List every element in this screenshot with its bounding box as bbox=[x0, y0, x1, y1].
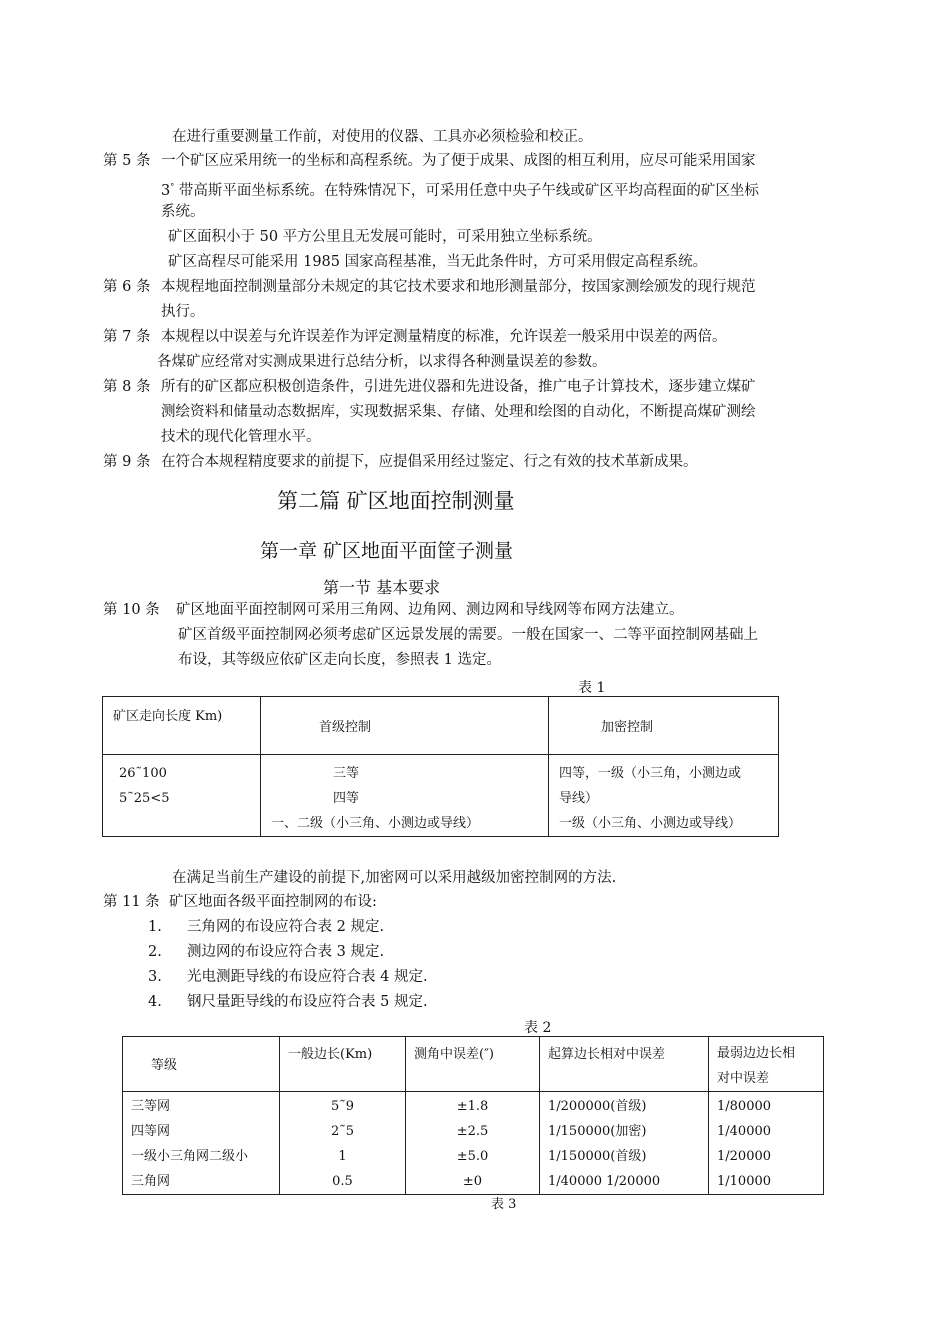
article-9-line1: 在符合本规程精度要求的前提下，应提倡采用经过鉴定、行之有效的技术革新成果。 bbox=[161, 454, 698, 470]
article-8 bbox=[103, 377, 756, 397]
article-11-item-3: 3. 光电测距导线的布设应符合表 4 规定. bbox=[148, 969, 428, 985]
article-7-para2: 各煤矿应经常对实测成果进行总结分析，以求得各种测量误差的参数。 bbox=[157, 354, 607, 370]
article-5-line3: 系统。 bbox=[161, 204, 205, 220]
article-9-label: 第 9 条 bbox=[103, 454, 151, 470]
table2-side-3: 1 bbox=[338, 1149, 347, 1164]
table2-body-row bbox=[123, 1092, 824, 1195]
article-6-line1: 本规程地面控制测量部分未规定的其它技术要求和地形测量部分，按国家测绘颁发的现行规范 bbox=[161, 279, 756, 295]
article-7 bbox=[103, 327, 727, 347]
table1-header-densify: 加密控制 bbox=[601, 720, 654, 735]
table1-densify-3: 一级（小三角、小测边或导线） bbox=[559, 816, 742, 831]
table2-header-grade: 等级 bbox=[151, 1058, 178, 1073]
article-8-line3: 技术的现代化管理水平。 bbox=[161, 429, 321, 445]
table1-densify-2: 导线） bbox=[559, 791, 599, 806]
article-6-label: 第 6 条 bbox=[103, 279, 151, 295]
article-11-item-2: 2. 测边网的布设应符合表 3 规定. bbox=[148, 944, 385, 960]
table1-densify-1: 四等，一级（小三角，小测边或 bbox=[559, 766, 742, 781]
article-5-label: 第 5 条 bbox=[103, 153, 151, 169]
article-5-para2: 矿区面积小于 50 平方公里且无发展可能时，可采用独立坐标系统。 bbox=[168, 229, 602, 245]
table2-header-weakest-1: 最弱边边长相 bbox=[717, 1046, 796, 1061]
table-1 bbox=[102, 696, 779, 837]
table2-grade-4: 三角网 bbox=[131, 1174, 171, 1189]
table2-weakest-2: 1/40000 bbox=[717, 1124, 772, 1139]
article-10-line2: 矿区首级平面控制网必须考虑矿区远景发展的需要。一般在国家一、二等平面控制网基础上 bbox=[178, 627, 758, 643]
article-8-line2: 测绘资料和储量动态数据库，实现数据采集、存储、处理和绘图的自动化，不断提高煤矿测绘 bbox=[161, 404, 756, 420]
table1-body-row bbox=[103, 755, 779, 837]
table2-angle-2: ±2.5 bbox=[456, 1124, 489, 1139]
table1-header-row bbox=[103, 697, 779, 755]
chapter-title: 第一章 矿区地面平面筐子测量 bbox=[260, 540, 514, 562]
table1-header-primary: 首级控制 bbox=[319, 720, 372, 735]
table2-side-1: 5˜9 bbox=[330, 1099, 355, 1114]
table1-length-2: 5˜25<5 bbox=[119, 791, 170, 806]
table2-header-weakest-2: 对中误差 bbox=[717, 1071, 770, 1086]
article-11-line1: 矿区地面各级平面控制网的布设: bbox=[169, 894, 377, 910]
table1-caption: 表 1 bbox=[578, 680, 606, 696]
table2-header-angle-error: 测角中误差(″) bbox=[414, 1047, 494, 1062]
article-11-label: 第 11 条 bbox=[103, 894, 160, 910]
table1-primary-3: 一、二级（小三角、小测边或导线） bbox=[271, 816, 480, 831]
article-8-line1: 所有的矿区都应积极创造条件，引进先进仪器和先进设备，推广电子计算技术，逐步建立煤矿 bbox=[161, 379, 756, 395]
table2-grade-2: 四等网 bbox=[131, 1124, 171, 1139]
table2-start-4: 1/40000 1/20000 bbox=[548, 1174, 661, 1189]
table2-weakest-3: 1/20000 bbox=[717, 1149, 772, 1164]
table2-angle-4: ±0 bbox=[462, 1174, 483, 1189]
article-6-line2: 执行。 bbox=[161, 304, 205, 320]
article-5-line2: 3° 带高斯平面坐标系统。在特殊情况下，可采用任意中央子午线或矿区平均高程面的矿区坐标 bbox=[161, 182, 759, 199]
table2-header-side: 一般边长(Km) bbox=[288, 1047, 373, 1062]
table1-primary-1: 三等 bbox=[333, 766, 360, 781]
article-9 bbox=[103, 452, 698, 472]
article-10-label: 第 10 条 bbox=[103, 602, 160, 618]
table1-primary-2: 四等 bbox=[333, 791, 360, 806]
article-6 bbox=[103, 277, 756, 297]
article-5-para3: 矿区高程尽可能采用 1985 国家高程基准，当无此条件时，方可采用假定高程系统。 bbox=[168, 254, 708, 270]
table2-grade-1: 三等网 bbox=[131, 1099, 171, 1114]
table-2 bbox=[122, 1036, 824, 1195]
table1-length-1: 26˜100 bbox=[119, 766, 167, 781]
article-10 bbox=[103, 600, 684, 620]
article-7-label: 第 7 条 bbox=[103, 329, 151, 345]
table2-header-start-side-error: 起算边长相对中误差 bbox=[548, 1047, 666, 1062]
table2-side-4: 0.5 bbox=[332, 1174, 353, 1189]
table3-caption: 表 3 bbox=[491, 1197, 517, 1212]
part-title: 第二篇 矿区地面控制测量 bbox=[277, 489, 515, 513]
article-11-item-1: 1. 三角网的布设应符合表 2 规定. bbox=[148, 919, 385, 935]
article-10-line1: 矿区地面平面控制网可采用三角网、边角网、测边网和导线网等布网方法建立。 bbox=[176, 602, 684, 618]
table2-angle-3: ±5.0 bbox=[456, 1149, 489, 1164]
table2-header-row bbox=[123, 1037, 824, 1092]
table2-angle-1: ±1.8 bbox=[456, 1099, 489, 1114]
article-8-label: 第 8 条 bbox=[103, 379, 151, 395]
table2-grade-3: 一级小三角网二级小 bbox=[131, 1149, 249, 1164]
table1-header-length: 矿区走向长度 Km) bbox=[113, 709, 223, 724]
article-11 bbox=[103, 892, 377, 912]
table2-start-3: 1/150000(首级) bbox=[548, 1149, 647, 1164]
table2-side-2: 2˜5 bbox=[330, 1124, 355, 1139]
article-10-line3: 布设，其等级应依矿区走向长度，参照表 1 选定。 bbox=[178, 652, 501, 668]
table2-start-1: 1/200000(首级) bbox=[548, 1099, 647, 1114]
section-title: 第一节 基本要求 bbox=[323, 578, 441, 597]
table2-weakest-4: 1/10000 bbox=[717, 1174, 772, 1189]
article-5 bbox=[103, 151, 756, 171]
table2-caption: 表 2 bbox=[524, 1020, 552, 1036]
intro-line: 在进行重要测量工作前，对使用的仪器、工具亦必须检验和校正。 bbox=[172, 129, 593, 145]
table2-weakest-1: 1/80000 bbox=[717, 1099, 772, 1114]
after-table1-line: 在满足当前生产建设的前提下,加密网可以采用越级加密控制网的方法. bbox=[172, 870, 617, 886]
article-7-line1: 本规程以中误差与允许误差作为评定测量精度的标准，允许误差一般采用中误差的两倍。 bbox=[161, 329, 727, 345]
article-5-line1: 一个矿区应采用统一的坐标和高程系统。为了便于成果、成图的相互利用，应尽可能采用国家 bbox=[161, 153, 756, 169]
table2-start-2: 1/150000(加密) bbox=[548, 1124, 647, 1139]
article-11-item-4: 4. 钢尺量距导线的布设应符合表 5 规定. bbox=[148, 994, 428, 1010]
